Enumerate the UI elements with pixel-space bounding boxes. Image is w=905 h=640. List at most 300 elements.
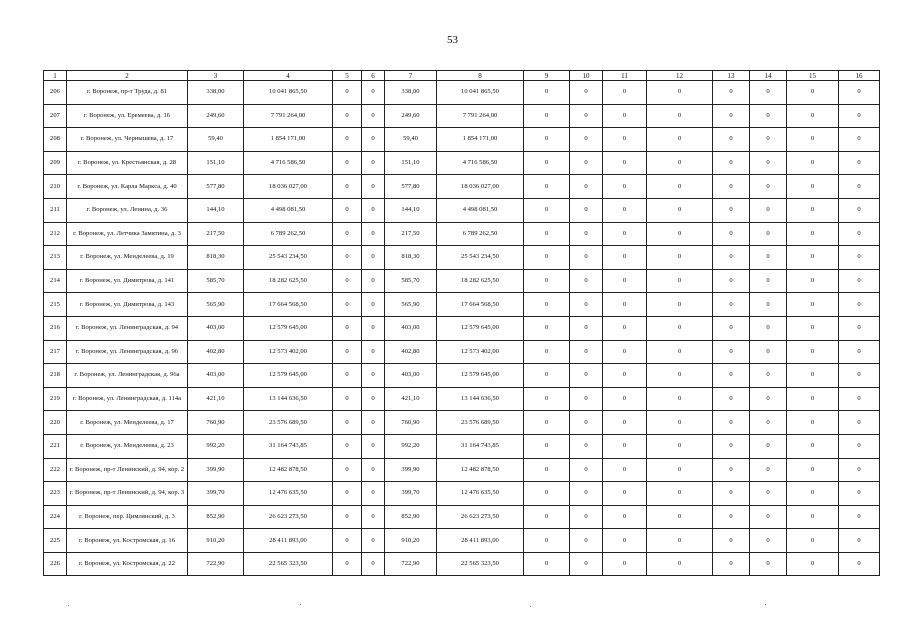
- table-cell: 0: [362, 552, 385, 576]
- table-cell: 0: [333, 151, 362, 175]
- table-cell: 4 716 586,50: [437, 151, 524, 175]
- table-cell: 760,90: [385, 411, 437, 435]
- table-cell: 0: [839, 340, 880, 364]
- table-cell: 0: [787, 128, 839, 152]
- table-cell: 852,90: [188, 505, 244, 529]
- table-cell: 221: [44, 434, 67, 458]
- table-cell: 7 791 264,00: [244, 104, 333, 128]
- table-cell: 0: [362, 104, 385, 128]
- address-cell: г. Воронеж, ул. Еремеева, д. 16: [67, 104, 188, 128]
- table-cell: 0: [570, 198, 603, 222]
- table-cell: 0: [362, 458, 385, 482]
- column-header: 10: [570, 71, 603, 81]
- table-cell: 577,80: [188, 175, 244, 199]
- table-cell: 0: [647, 340, 713, 364]
- table-cell: 4 498 081,50: [437, 198, 524, 222]
- table-cell: 1 854 171,00: [244, 128, 333, 152]
- table-cell: 0: [333, 529, 362, 553]
- table-cell: 0: [362, 246, 385, 270]
- table-cell: 0: [839, 387, 880, 411]
- table-cell: 0: [787, 222, 839, 246]
- table-cell: 0: [570, 505, 603, 529]
- table-cell: 210: [44, 175, 67, 199]
- table-cell: 0: [750, 434, 787, 458]
- table-cell: 0: [839, 316, 880, 340]
- table-cell: 0: [333, 458, 362, 482]
- table-cell: 0: [333, 293, 362, 317]
- table-cell: 0: [787, 552, 839, 576]
- table-cell: 421,10: [188, 387, 244, 411]
- table-cell: 249,60: [188, 104, 244, 128]
- table-row: [44, 198, 880, 222]
- table-cell: 144,10: [385, 198, 437, 222]
- table-cell: 0: [570, 387, 603, 411]
- table-cell: 402,80: [188, 340, 244, 364]
- table-cell: 0: [839, 434, 880, 458]
- table-cell: 12 579 645,00: [437, 364, 524, 388]
- address-cell: г. Воронеж, пр-т Ленинский, д. 94, кор. 3: [67, 482, 188, 506]
- table-cell: 0: [570, 482, 603, 506]
- table-cell: 0: [570, 552, 603, 576]
- table-cell: 22 565 323,50: [244, 552, 333, 576]
- table-cell: 25 543 234,50: [244, 246, 333, 270]
- column-header: 16: [839, 71, 880, 81]
- table-row: [44, 104, 880, 128]
- column-header: 4: [244, 71, 333, 81]
- table-cell: 0: [750, 505, 787, 529]
- address-cell: г. Воронеж, пер. Цимлянский, д. 3: [67, 505, 188, 529]
- column-header: 9: [524, 71, 570, 81]
- table-cell: 0: [603, 482, 647, 506]
- table-cell: 0: [524, 434, 570, 458]
- table-cell: 0: [603, 505, 647, 529]
- table-row: [44, 505, 880, 529]
- table-cell: 0: [524, 222, 570, 246]
- table-cell: 0: [713, 364, 750, 388]
- column-header: 3: [188, 71, 244, 81]
- table-cell: 0: [713, 340, 750, 364]
- table-cell: 10 041 865,50: [244, 81, 333, 105]
- table-cell: 0: [362, 482, 385, 506]
- table-cell: 226: [44, 552, 67, 576]
- table-cell: 0: [750, 151, 787, 175]
- table-cell: 0: [647, 151, 713, 175]
- table-cell: 0: [362, 387, 385, 411]
- table-cell: 0: [839, 411, 880, 435]
- table-cell: 0: [570, 222, 603, 246]
- address-cell: г. Воронеж, ул. Крестьянская, д. 28: [67, 151, 188, 175]
- table-cell: 0: [750, 411, 787, 435]
- address-cell: г. Воронеж, ул. Менделеева, д. 17: [67, 411, 188, 435]
- table-cell: 13 144 636,50: [437, 387, 524, 411]
- table-cell: 222: [44, 458, 67, 482]
- table-cell: 0: [839, 104, 880, 128]
- table-cell: 18 036 027,00: [244, 175, 333, 199]
- table-cell: 0: [713, 104, 750, 128]
- table-cell: 12 476 635,50: [437, 482, 524, 506]
- table-cell: 0: [839, 198, 880, 222]
- column-header: 7: [385, 71, 437, 81]
- table-cell: 0: [647, 387, 713, 411]
- table-cell: 0: [647, 293, 713, 317]
- table-cell: 0: [750, 81, 787, 105]
- column-header: 6: [362, 71, 385, 81]
- table-cell: 0: [603, 104, 647, 128]
- table-cell: 421,10: [385, 387, 437, 411]
- table-cell: 0: [333, 340, 362, 364]
- table-cell: 0: [713, 411, 750, 435]
- table-cell: 0: [333, 482, 362, 506]
- address-cell: г. Воронеж, пр-т Труда, д. 81: [67, 81, 188, 105]
- data-table: [43, 70, 880, 576]
- table-cell: 0: [787, 81, 839, 105]
- table-cell: 399,70: [188, 482, 244, 506]
- table-cell: 0: [362, 222, 385, 246]
- table-cell: 0: [713, 293, 750, 317]
- table-cell: 0: [333, 552, 362, 576]
- table-cell: 852,90: [385, 505, 437, 529]
- table-cell: 0: [647, 222, 713, 246]
- table-cell: 0: [647, 458, 713, 482]
- table-cell: 0: [839, 505, 880, 529]
- table-cell: 218: [44, 364, 67, 388]
- table-row: [44, 269, 880, 293]
- table-cell: 402,80: [385, 340, 437, 364]
- table-cell: 910,20: [188, 529, 244, 553]
- table-cell: 0: [647, 128, 713, 152]
- table-cell: 0: [839, 222, 880, 246]
- table-cell: 0: [787, 316, 839, 340]
- table-cell: 399,90: [188, 458, 244, 482]
- table-cell: 0: [647, 269, 713, 293]
- table-cell: 0: [713, 316, 750, 340]
- table-cell: 0: [713, 151, 750, 175]
- table-cell: 0: [333, 198, 362, 222]
- table-cell: 12 482 878,50: [437, 458, 524, 482]
- table-cell: 0: [713, 81, 750, 105]
- table-cell: 0: [713, 198, 750, 222]
- table-cell: 0: [750, 316, 787, 340]
- table-cell: 0: [750, 198, 787, 222]
- table-cell: 0: [647, 552, 713, 576]
- table-cell: 0: [839, 269, 880, 293]
- table-cell: 0: [524, 198, 570, 222]
- table-cell: 0: [647, 529, 713, 553]
- table-cell: 0: [839, 364, 880, 388]
- table-cell: 220: [44, 411, 67, 435]
- table-cell: 0: [750, 552, 787, 576]
- column-header: 15: [787, 71, 839, 81]
- table-row: [44, 81, 880, 105]
- table-cell: 0: [750, 222, 787, 246]
- table-cell: 0: [787, 340, 839, 364]
- table-cell: 0: [750, 340, 787, 364]
- table-cell: 0: [787, 293, 839, 317]
- table-cell: 0: [570, 128, 603, 152]
- table-cell: 4 498 081,50: [244, 198, 333, 222]
- table-cell: 0: [362, 269, 385, 293]
- table-cell: 219: [44, 387, 67, 411]
- table-cell: 215: [44, 293, 67, 317]
- header-row: [44, 71, 880, 81]
- table-cell: 0: [333, 364, 362, 388]
- table-cell: 0: [603, 316, 647, 340]
- table-cell: 0: [524, 81, 570, 105]
- table-cell: 992,20: [385, 434, 437, 458]
- table-cell: 0: [839, 151, 880, 175]
- table-cell: 0: [524, 128, 570, 152]
- table-cell: 0: [713, 458, 750, 482]
- table-cell: 217: [44, 340, 67, 364]
- table-cell: 0: [603, 269, 647, 293]
- table-cell: 0: [647, 434, 713, 458]
- table-cell: 0: [647, 81, 713, 105]
- table-cell: 0: [333, 175, 362, 199]
- table-cell: 0: [839, 458, 880, 482]
- table-cell: 0: [787, 482, 839, 506]
- table-cell: 151,10: [188, 151, 244, 175]
- table-cell: 910,20: [385, 529, 437, 553]
- table-row: [44, 552, 880, 576]
- table-row: [44, 387, 880, 411]
- table-cell: 818,30: [385, 246, 437, 270]
- table-cell: 0: [524, 364, 570, 388]
- table-cell: 12 476 635,50: [244, 482, 333, 506]
- table-cell: 0: [603, 128, 647, 152]
- column-header: 14: [750, 71, 787, 81]
- table-cell: 0: [362, 128, 385, 152]
- table-cell: 0: [603, 293, 647, 317]
- table-row: [44, 364, 880, 388]
- table-cell: 0: [839, 246, 880, 270]
- table-row: [44, 411, 880, 435]
- table-cell: 28 411 893,00: [437, 529, 524, 553]
- table-cell: 12 573 402,00: [437, 340, 524, 364]
- table-cell: 0: [333, 387, 362, 411]
- table-cell: 0: [647, 316, 713, 340]
- table-cell: 403,00: [385, 316, 437, 340]
- table-cell: 0: [603, 364, 647, 388]
- address-cell: г. Воронеж, ул. Карла Маркса, д. 40: [67, 175, 188, 199]
- table-cell: 0: [362, 411, 385, 435]
- table-cell: 338,00: [188, 81, 244, 105]
- table-cell: 0: [750, 269, 787, 293]
- table-cell: 18 282 625,50: [437, 269, 524, 293]
- column-header: 1: [44, 71, 67, 81]
- table-row: [44, 316, 880, 340]
- table-cell: 0: [839, 529, 880, 553]
- table-cell: 0: [750, 128, 787, 152]
- table-cell: 26 623 273,50: [437, 505, 524, 529]
- table-cell: 0: [333, 411, 362, 435]
- table-cell: 0: [570, 529, 603, 553]
- table-cell: 0: [362, 316, 385, 340]
- table-cell: 565,90: [188, 293, 244, 317]
- table-cell: 0: [647, 198, 713, 222]
- table-cell: 0: [787, 246, 839, 270]
- table-cell: 0: [603, 411, 647, 435]
- table-row: [44, 222, 880, 246]
- table-cell: 818,30: [188, 246, 244, 270]
- table-cell: 0: [647, 364, 713, 388]
- table-cell: 0: [787, 505, 839, 529]
- table-cell: 0: [603, 246, 647, 270]
- table-cell: 225: [44, 529, 67, 553]
- table-cell: 585,70: [188, 269, 244, 293]
- table-cell: 0: [570, 293, 603, 317]
- address-cell: г. Воронеж, ул. Ленинградская, д. 96а: [67, 364, 188, 388]
- table-cell: 212: [44, 222, 67, 246]
- table-cell: 0: [362, 293, 385, 317]
- table-cell: 0: [713, 246, 750, 270]
- table-row: [44, 458, 880, 482]
- table-cell: 0: [787, 434, 839, 458]
- column-header: 13: [713, 71, 750, 81]
- table-cell: 31 164 743,85: [244, 434, 333, 458]
- column-header: 8: [437, 71, 524, 81]
- table-cell: 0: [603, 175, 647, 199]
- table-cell: 0: [787, 364, 839, 388]
- table-cell: 0: [570, 458, 603, 482]
- table-cell: 0: [570, 434, 603, 458]
- table-cell: 0: [524, 246, 570, 270]
- address-cell: г. Воронеж, ул. Ленина, д. 36: [67, 198, 188, 222]
- table-cell: 0: [524, 411, 570, 435]
- table-cell: 0: [787, 151, 839, 175]
- table-cell: 217,50: [385, 222, 437, 246]
- table-row: [44, 246, 880, 270]
- table-cell: 0: [333, 316, 362, 340]
- table-cell: 565,90: [385, 293, 437, 317]
- table-cell: 0: [333, 269, 362, 293]
- table-cell: 0: [570, 269, 603, 293]
- table-cell: 0: [570, 175, 603, 199]
- table-cell: 722,90: [385, 552, 437, 576]
- table-cell: 0: [333, 434, 362, 458]
- table-cell: 0: [647, 175, 713, 199]
- table-cell: 0: [524, 316, 570, 340]
- table-cell: 0: [647, 104, 713, 128]
- table-cell: 0: [750, 364, 787, 388]
- table-cell: 0: [713, 128, 750, 152]
- address-cell: г. Воронеж, ул. Летчика Замятина, д. 3: [67, 222, 188, 246]
- column-header: 2: [67, 71, 188, 81]
- page-number: 53: [447, 34, 458, 46]
- table-cell: 0: [570, 246, 603, 270]
- table-cell: 0: [362, 81, 385, 105]
- table-cell: 18 036 027,00: [437, 175, 524, 199]
- table-cell: 0: [603, 222, 647, 246]
- table-cell: 6 789 262,50: [244, 222, 333, 246]
- table-cell: 0: [713, 529, 750, 553]
- table-cell: 0: [362, 505, 385, 529]
- table-cell: 403,00: [188, 316, 244, 340]
- table-row: [44, 529, 880, 553]
- address-cell: г. Воронеж, ул. Чернышева, д. 17: [67, 128, 188, 152]
- table-cell: 213: [44, 246, 67, 270]
- table-row: [44, 175, 880, 199]
- table-cell: 0: [750, 104, 787, 128]
- table-cell: 0: [524, 387, 570, 411]
- table-cell: 0: [713, 222, 750, 246]
- table-cell: 0: [603, 151, 647, 175]
- table-cell: 0: [524, 269, 570, 293]
- table-cell: 0: [570, 81, 603, 105]
- column-header: 5: [333, 71, 362, 81]
- table-cell: 0: [603, 81, 647, 105]
- address-cell: г. Воронеж, ул. Ленинградская, д. 94: [67, 316, 188, 340]
- table-cell: 0: [839, 482, 880, 506]
- table-cell: 12 579 645,00: [437, 316, 524, 340]
- table-cell: 0: [524, 482, 570, 506]
- table-cell: 0: [362, 175, 385, 199]
- table-cell: 585,70: [385, 269, 437, 293]
- table-cell: 25 543 234,50: [437, 246, 524, 270]
- table-cell: 0: [524, 529, 570, 553]
- scan-artifacts: [60, 603, 840, 607]
- table-cell: 0: [750, 175, 787, 199]
- table-cell: 1 854 171,00: [437, 128, 524, 152]
- table-cell: 0: [750, 387, 787, 411]
- table-cell: 0: [524, 151, 570, 175]
- table-cell: 0: [524, 505, 570, 529]
- table-cell: 208: [44, 128, 67, 152]
- address-cell: г. Воронеж, ул. Димитрова, д. 143: [67, 293, 188, 317]
- table-cell: 0: [603, 458, 647, 482]
- table-cell: 12 579 645,00: [244, 364, 333, 388]
- table-cell: 0: [603, 340, 647, 364]
- table-cell: 399,70: [385, 482, 437, 506]
- table-cell: 0: [333, 222, 362, 246]
- table-row: [44, 151, 880, 175]
- table-cell: 0: [839, 293, 880, 317]
- table-cell: 0: [647, 505, 713, 529]
- table-cell: 0: [362, 198, 385, 222]
- table-cell: 722,90: [188, 552, 244, 576]
- table-cell: 12 573 402,00: [244, 340, 333, 364]
- table-cell: 0: [839, 552, 880, 576]
- column-header: 11: [603, 71, 647, 81]
- table-cell: 7 791 264,00: [437, 104, 524, 128]
- table-cell: 0: [524, 104, 570, 128]
- address-cell: г. Воронеж, ул. Менделеева, д. 19: [67, 246, 188, 270]
- table-cell: 151,10: [385, 151, 437, 175]
- table-cell: 17 664 568,50: [244, 293, 333, 317]
- table-cell: 0: [713, 434, 750, 458]
- table-cell: 0: [713, 482, 750, 506]
- column-header: 12: [647, 71, 713, 81]
- table-cell: 22 565 323,50: [437, 552, 524, 576]
- table-cell: 0: [603, 529, 647, 553]
- table-cell: 0: [750, 482, 787, 506]
- table-cell: 0: [362, 340, 385, 364]
- table-cell: 211: [44, 198, 67, 222]
- table-cell: 217,50: [188, 222, 244, 246]
- table-cell: 0: [647, 482, 713, 506]
- table-cell: 0: [750, 458, 787, 482]
- table-cell: 338,00: [385, 81, 437, 105]
- table-cell: 209: [44, 151, 67, 175]
- table-cell: 0: [647, 411, 713, 435]
- table-cell: 760,90: [188, 411, 244, 435]
- table-cell: 206: [44, 81, 67, 105]
- table-cell: 214: [44, 269, 67, 293]
- table-row: [44, 128, 880, 152]
- table-cell: 0: [713, 552, 750, 576]
- table-cell: 0: [362, 364, 385, 388]
- table-cell: 0: [713, 175, 750, 199]
- table-cell: 223: [44, 482, 67, 506]
